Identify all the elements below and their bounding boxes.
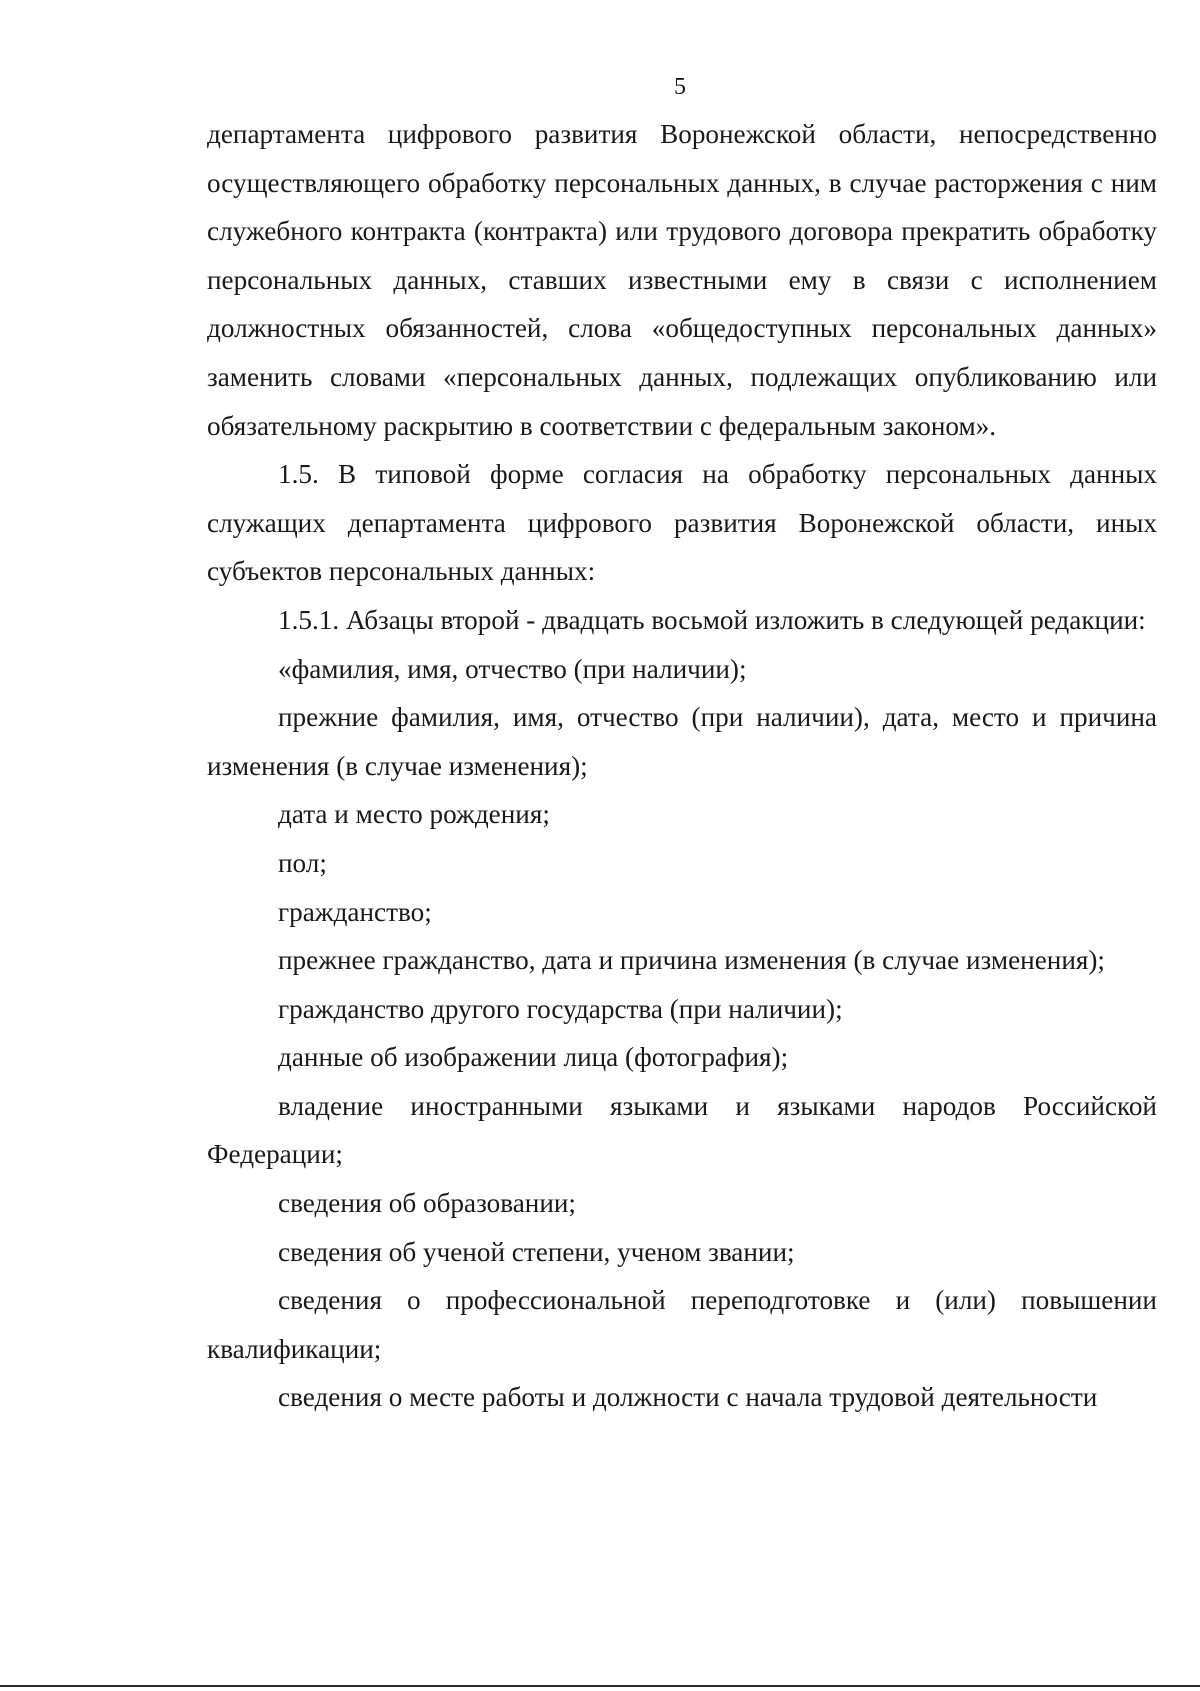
paragraph: «фамилия, имя, отчество (при наличии); [278, 653, 747, 684]
paragraph: гражданство другого государства (при наличии); [278, 993, 843, 1024]
paragraph: данные об изображении лица (фотография); [278, 1042, 789, 1073]
paragraph: сведения о профессиональной переподготовке и (или) повышении квалификации; [207, 1285, 1157, 1364]
paragraph: 1.5.1. Абзацы второй - двадцать восьмой изложить в следующей редакции: [278, 604, 1146, 635]
bottom-edge-line [0, 1685, 1200, 1687]
paragraph: прежние фамилия, имя, отчество (при наличии), дата, место и причина изменения (в случае изменения); [207, 702, 1157, 781]
paragraph: сведения об ученой степени, ученом звании; [278, 1236, 795, 1267]
paragraph: 1.5. В типовой форме согласия на обработку персональных данных служащих департамента цифрового развития Воронежской области, иных субъектов персональных данных: [207, 459, 1157, 587]
paragraph: пол; [278, 847, 327, 878]
paragraph: прежнее гражданство, дата и причина изменения (в случае изменения); [278, 945, 1105, 976]
paragraph: дата и место рождения; [278, 799, 550, 830]
paragraph: сведения об образовании; [278, 1188, 576, 1219]
paragraph: владение иностранными языками и языками народов Российской Федерации; [207, 1090, 1157, 1170]
paragraph: сведения о месте работы и должности с начала трудовой деятельности [278, 1382, 1098, 1413]
paragraph: гражданство; [278, 896, 432, 927]
page-number: 5 [674, 74, 686, 100]
document-body [207, 110, 1157, 1422]
paragraph: департамента цифрового развития Воронежской области, непосредственно осуществляющего обработку персональных данных, в случае расторжения с ним служебного контракта (контракта) или трудового договора прекратить обработку персональных данных, ставших известными ему в связи с исполнением должностных обязанностей, слова «общедоступных персональных данных» заменить словами «персональных данных, подлежащих опубликованию или обязательному раскрытию в соответствии с федеральным законом». [207, 119, 1157, 441]
